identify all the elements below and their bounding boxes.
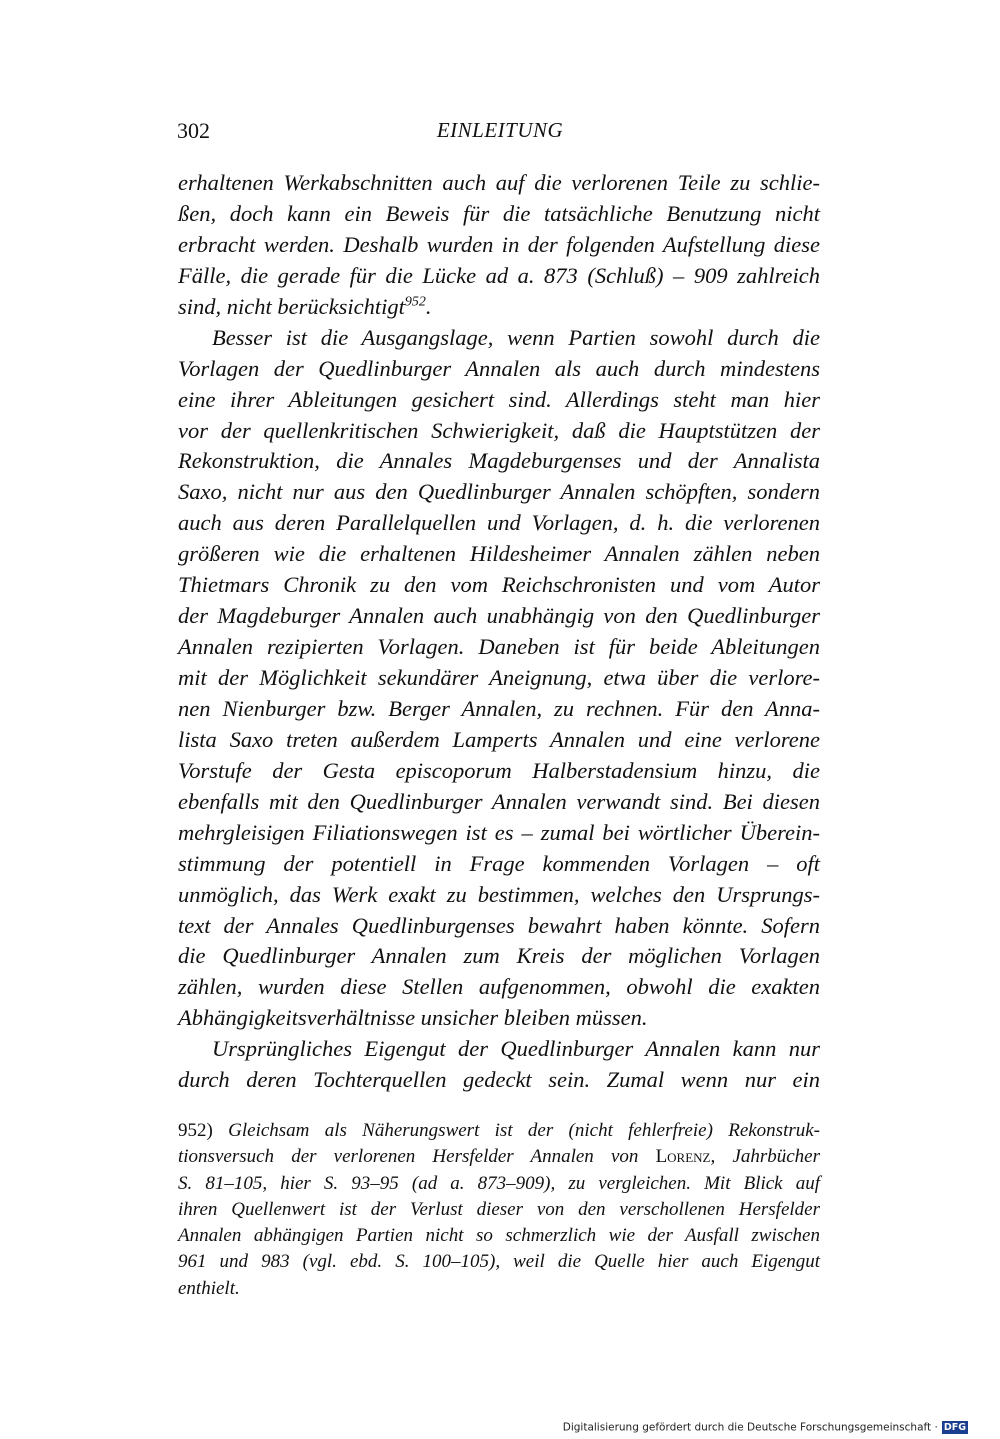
footnote-number: 952) <box>178 1120 213 1141</box>
text-line: stimmung der potentiell in Frage kommenden Vorlagen – oft <box>178 850 820 876</box>
footnote-reference: 952 <box>404 294 426 310</box>
text-line: zählen, wurden diese Stellen aufgenommen, obwohl die exakten <box>178 974 820 1000</box>
running-title: EINLEITUNG <box>436 118 564 142</box>
text-line: Vorstufe der Gesta episcoporum Halberstadensium hinzu, die <box>178 757 820 783</box>
main-text <box>178 168 820 1096</box>
credit-text: Digitalisierung gefördert durch die Deutsche Forschungsgemeinschaft · <box>562 1421 938 1434</box>
text-line: mehrgleisigen Filiationswegen ist es – zumal bei wörtlicher Überein- <box>178 819 820 845</box>
text-line: nen Nienburger bzw. Berger Annalen, zu rechnen. Für den Anna- <box>178 695 820 721</box>
paragraph-3 <box>178 1034 820 1096</box>
footnote-line: Annalen abhängigen Partien nicht so schmerzlich wie der Ausfall zwischen <box>178 1225 820 1247</box>
footnote-line: ihren Quellenwert ist der Verlust dieser von den verschollenen Hersfelder <box>178 1198 820 1220</box>
text-line: ebenfalls mit den Quedlinburger Annalen verwandt sind. Bei diesen <box>178 788 820 814</box>
text-line: Fälle, die gerade für die Lücke ad a. 873 (Schluß) – 909 zahlreich <box>178 262 820 288</box>
text-line: Thietmars Chronik zu den vom Reichschronisten und vom Autor <box>178 572 820 598</box>
footnote-line <box>178 1118 820 1144</box>
page-number: 302 <box>177 118 210 143</box>
text-fragment: . <box>425 293 432 319</box>
text-line: Vorlagen der Quedlinburger Annalen als auch durch mindestens <box>178 355 820 381</box>
text-line: lista Saxo treten außerdem Lamperts Annalen und eine verlorene <box>178 726 820 752</box>
text-line: eine ihrer Ableitungen gesichert sind. Allerdings steht man hier <box>178 386 820 412</box>
text-line: durch deren Tochterquellen gedeckt sein. Zumal wenn nur ein <box>178 1067 820 1093</box>
text-line: die Quedlinburger Annalen zum Kreis der möglichen Vorlagen <box>178 943 820 969</box>
footnote-line <box>178 1144 820 1170</box>
text-line: erbracht werden. Deshalb wurden in der folgenden Aufstellung diese <box>178 231 820 257</box>
text-line: Rekonstruktion, die Annales Magdeburgenses und der Annalista <box>178 448 820 474</box>
funding-credit <box>563 1421 968 1434</box>
text-fragment: Gleichsam als Näherungswert ist der (nicht fehlerfreie) Rekonstruk- <box>228 1120 821 1141</box>
text-line: ßen, doch kann ein Beweis für die tatsächliche Benutzung nicht <box>178 200 820 226</box>
footnote-line: enthielt. <box>178 1277 240 1299</box>
dfg-logo: DFG <box>943 1422 966 1433</box>
paragraph-2 <box>178 323 820 1035</box>
text-line: vor der quellenkritischen Schwierigkeit, daß die Hauptstützen der <box>178 417 820 443</box>
text-line: Ursprüngliches Eigengut der Quedlinburger Annalen kann nur <box>212 1036 820 1062</box>
footnote-952 <box>178 1118 820 1302</box>
text-line: der Magdeburger Annalen auch unabhängig von den Quedlinburger <box>178 603 820 629</box>
text-fragment: sind, nicht berücksichtigt <box>178 293 405 319</box>
text-line: unmöglich, das Werk exakt zu bestimmen, welches den Ursprungs- <box>178 881 820 907</box>
paragraph-1 <box>178 168 820 323</box>
text-line: text der Annales Quedlinburgenses bewahrt haben könnte. Sofern <box>178 912 820 938</box>
text-line: größeren wie die erhaltenen Hildesheimer Annalen zählen neben <box>178 541 820 567</box>
text-line: Abhängigkeitsverhältnisse unsicher bleiben müssen. <box>178 1005 648 1031</box>
author-name: Lorenz <box>655 1146 711 1168</box>
text-line: Besser ist die Ausgangslage, wenn Partien sowohl durch die <box>212 324 820 350</box>
footnote-line: 961 und 983 (vgl. ebd. S. 100–105), weil die Quelle hier auch Eigengut <box>178 1251 820 1273</box>
footnote-line: S. 81–105, hier S. 93–95 (ad a. 873–909), zu vergleichen. Mit Blick auf <box>178 1172 820 1194</box>
text-line: auch aus deren Parallelquellen und Vorlagen, d. h. die verlorenen <box>178 510 820 536</box>
text-line <box>178 292 820 323</box>
text-line: Annalen rezipierten Vorlagen. Daneben ist für beide Ableitungen <box>178 634 820 660</box>
text-line: erhaltenen Werkabschnitten auch auf die verlorenen Teile zu schlie- <box>178 170 820 195</box>
text-fragment: , Jahrbücher <box>710 1146 820 1168</box>
text-fragment: tionsversuch der verlorenen Hersfelder Annalen von <box>178 1146 639 1168</box>
text-line: mit der Möglichkeit sekundärer Aneignung, etwa über die verlore- <box>178 665 820 690</box>
text-line: Saxo, nicht nur aus den Quedlinburger Annalen schöpften, sondern <box>178 479 820 505</box>
